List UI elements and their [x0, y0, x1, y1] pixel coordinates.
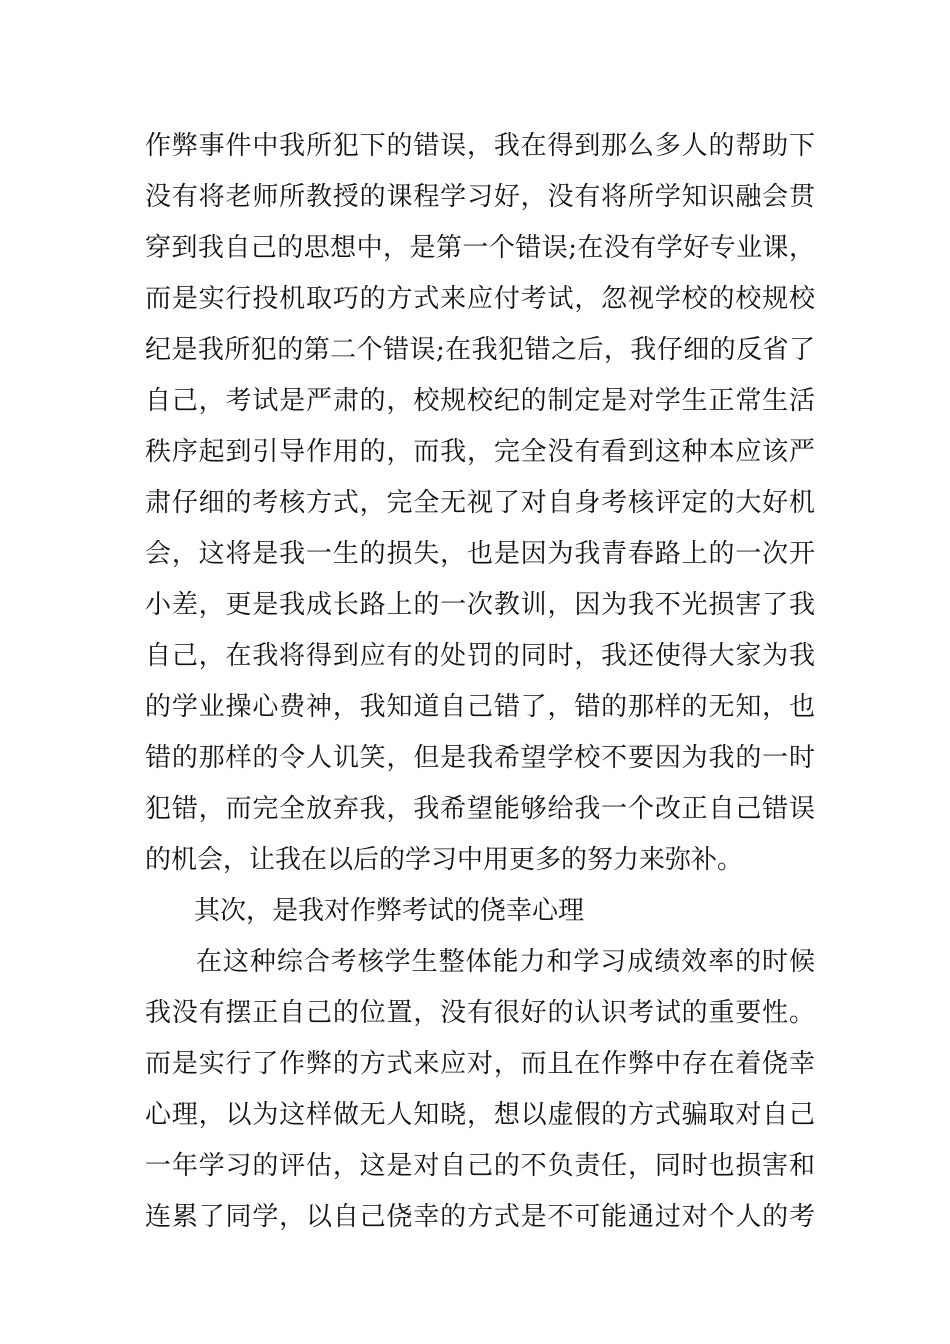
text-line: 秩序起到引导作用的，而我，完全没有看到这种本应该严: [145, 437, 815, 467]
paragraph-first-line: 在这种综合考核学生整体能力和学习成绩效率的时候: [196, 947, 815, 977]
text-line: 犯错，而完全放弃我，我希望能够给我一个改正自己错误: [145, 794, 815, 824]
text-line: 连累了同学，以自己侥幸的方式是不可能通过对个人的考: [145, 1202, 815, 1232]
text-line: 心理，以为这样做无人知晓，想以虚假的方式骗取对自己: [145, 1100, 815, 1130]
text-line: 错的那样的令人讥笑，但是我希望学校不要因为我的一时: [145, 743, 815, 773]
text-line: 而是实行投机取巧的方式来应付考试，忽视学校的校规校: [145, 284, 815, 314]
text-line: 自己，在我将得到应有的处罚的同时，我还使得大家为我: [145, 641, 815, 671]
text-line: 我没有摆正自己的位置，没有很好的认识考试的重要性。: [145, 998, 815, 1028]
text-line: 肃仔细的考核方式，完全无视了对自身考核评定的大好机: [145, 488, 815, 518]
text-line: 作弊事件中我所犯下的错误，我在得到那么多人的帮助下: [145, 131, 815, 161]
section-heading: 其次，是我对作弊考试的侥幸心理: [194, 896, 585, 926]
text-line: 的机会，让我在以后的学习中用更多的努力来弥补。: [145, 845, 744, 875]
text-line: 自己，考试是严肃的，校规校纪的制定是对学生正常生活: [145, 386, 815, 416]
text-line: 一年学习的评估，这是对自己的不负责任，同时也损害和: [145, 1151, 815, 1181]
text-line: 纪是我所犯的第二个错误;在我犯错之后，我仔细的反省了: [145, 335, 815, 365]
text-line: 的学业操心费神，我知道自己错了，错的那样的无知，也: [145, 692, 815, 722]
text-line: 没有将老师所教授的课程学习好，没有将所学知识融会贯: [145, 182, 815, 212]
text-line: 而是实行了作弊的方式来应对，而且在作弊中存在着侥幸: [145, 1049, 815, 1079]
text-line: 会，这将是我一生的损失，也是因为我青春路上的一次开: [145, 539, 815, 569]
text-line: 穿到我自己的思想中，是第一个错误;在没有学好专业课，: [145, 233, 815, 263]
text-line: 小差，更是我成长路上的一次教训，因为我不光损害了我: [145, 590, 815, 620]
